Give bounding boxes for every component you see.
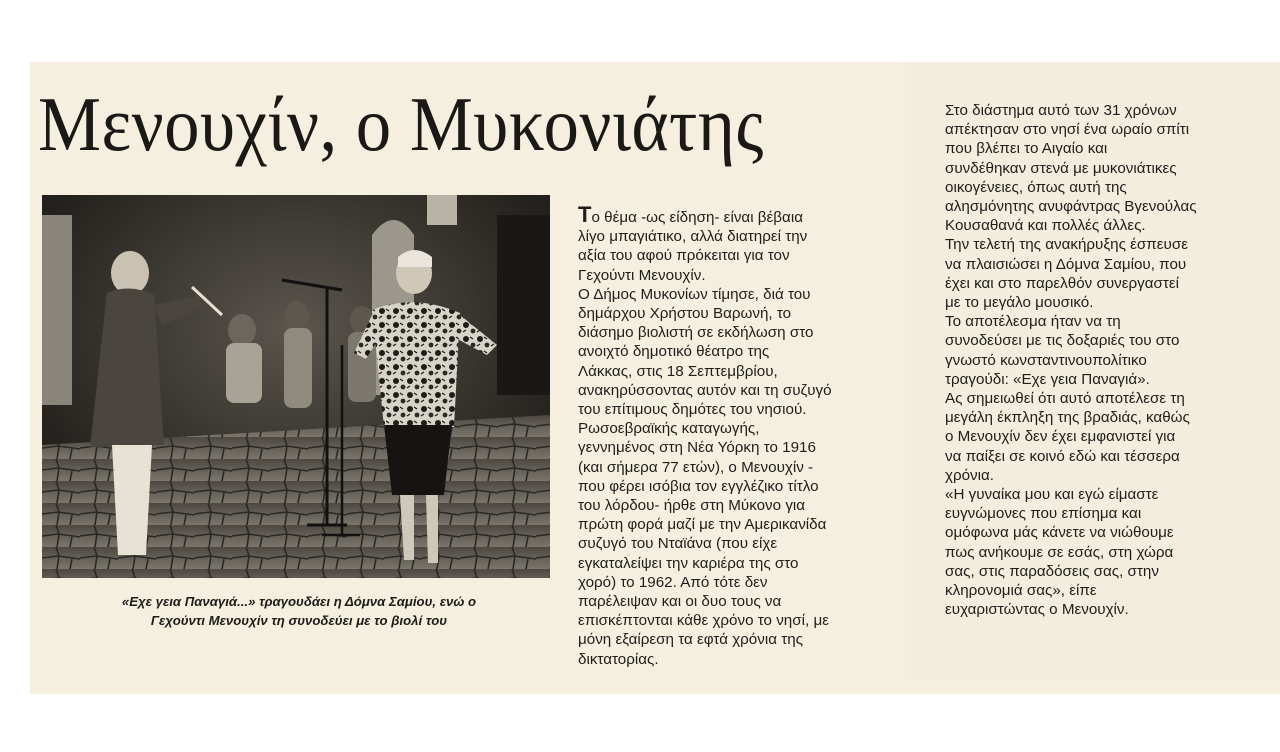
- article-line: ομόφωνα μάς κάνετε να νιώθουμε: [945, 524, 1174, 542]
- caption-line: «Εχε γεια Παναγιά...» τραγουδάει η Δόμνα Σαμίου, ενώ ο: [121, 594, 477, 609]
- photo-caption: [34, 592, 564, 630]
- article-line: διάσημο βιολιστή σε εκδήλωση στο: [578, 324, 814, 342]
- article-line: σας, στις παραδόσεις σας, στην: [945, 562, 1159, 580]
- article-line: πρώτη φορά μαζί με την Αμερικανίδα: [578, 516, 827, 534]
- article-line: (και σήμερα 77 ετών), ο Μενουχίν -: [578, 458, 814, 476]
- article-line: επισκέπτονται κάθε χρόνο το νησί, με: [578, 612, 829, 630]
- photo-icon: [42, 195, 550, 578]
- article-line: κληρονομιά σας», είπε: [945, 582, 1097, 600]
- article-line: Ας σημειωθεί ότι αυτό αποτέλεσε τη: [945, 390, 1185, 408]
- article-line: του λόρδου- ήρθε στη Μύκονο για: [578, 497, 806, 515]
- article-line: του επίτιμους δημότες του νησιού.: [578, 401, 807, 419]
- article-line: χορό) το 1962. Από τότε δεν: [578, 573, 768, 591]
- article-line: Το αποτέλεσμα ήταν να τη: [945, 313, 1121, 331]
- article-line: χρόνια.: [945, 466, 995, 484]
- article-line: με το μεγάλο μουσικό.: [945, 294, 1094, 312]
- article-line: αξία του αφού πρόκειται για τον: [578, 247, 790, 265]
- article-line: να πλαισιώσει η Δόμνα Σαμίου, που: [945, 255, 1187, 273]
- article-line-text: ο θέμα -ως είδηση- είναι βέβαια: [591, 209, 803, 226]
- article-line: [578, 202, 832, 227]
- article-line: γεννημένος στη Νέα Υόρκη το 1916: [578, 439, 816, 457]
- article-line: που βλέπει το Αιγαίο και: [945, 140, 1108, 158]
- article-line: Την τελετή της ανακήρυξης έσπευσε: [945, 236, 1188, 254]
- article-line: έχει και στο παρελθόν συνεργαστεί: [945, 274, 1180, 292]
- drop-cap: Τ: [578, 202, 592, 227]
- article-line: ο Μενουχίν δεν έχει εμφανιστεί για: [945, 428, 1176, 446]
- article-line: τραγούδι: «Εχε γεια Παναγιά».: [945, 370, 1150, 388]
- caption-line: Γεχούντι Μενουχίν τη συνοδεύει με το βιολί του: [150, 613, 448, 628]
- article-line: «Η γυναίκα μου και εγώ είμαστε: [945, 486, 1159, 504]
- article-line: γνωστό κωνσταντινουπολίτικο: [945, 351, 1147, 369]
- article-line: να παίξει σε κοινό εδώ και τέσσερα: [945, 447, 1180, 465]
- article-line: ευγνώμονες που επίσημα και: [945, 505, 1142, 523]
- article-line: συνοδεύσει με τις δοξαριές του στο: [945, 332, 1180, 350]
- article-line: ανοιχτό δημοτικό θέατρο της: [578, 343, 770, 361]
- article-photo: [42, 195, 550, 578]
- article-line: δημάρχου Χρήστου Βαρωνή, το: [578, 305, 792, 323]
- article-line: πως ανήκουμε σε εσάς, στη χώρα: [945, 543, 1174, 561]
- article-column-1: [578, 202, 832, 669]
- article-line: αλησμόνητης ανυφάντρας Βγενούλας: [945, 198, 1197, 216]
- article-line: λίγο μπαγιάτικο, αλλά διατηρεί την: [578, 228, 808, 246]
- article-column-2: [945, 101, 1197, 619]
- article-line: Γεχούντι Μενουχίν.: [578, 266, 706, 284]
- article-line: Ρωσοεβραϊκής καταγωγής,: [578, 420, 760, 438]
- article-line: οικογένειες, όπως αυτή της: [945, 178, 1127, 196]
- article-line: ανακηρύσσοντας αυτόν και τη συζυγό: [578, 381, 832, 399]
- article-line: Στο διάστημα αυτό των 31 χρόνων: [945, 102, 1177, 119]
- article-headline: Μενουχίν, ο Μυκονιάτης: [38, 81, 764, 167]
- article-line: Λάκκας, στις 18 Σεπτεμβρίου,: [578, 362, 778, 380]
- article-line: συνδέθηκαν στενά με μυκονιάτικες: [945, 159, 1177, 177]
- article-line: που φέρει ισόβια τον εγγλέζικο τίτλο: [578, 477, 819, 495]
- article-line: μεγάλη έκπληξη της βραδιάς, καθώς: [945, 409, 1190, 427]
- article-line: Ο Δήμος Μυκονίων τίμησε, διά του: [578, 285, 811, 303]
- article-line: συζυγό του Νταϊάνα (που είχε: [578, 535, 778, 553]
- article-line: ευχαριστώντας ο Μενουχίν.: [945, 601, 1129, 619]
- article-line: δικτατορίας.: [578, 650, 659, 668]
- article-line: μόνη εξαίρεση τα εφτά χρόνια της: [578, 631, 803, 649]
- article-line: παρέλειψαν και οι δυο τους να: [578, 593, 782, 611]
- article-line: απέκτησαν στο νησί ένα ωραίο σπίτι: [945, 121, 1190, 139]
- article-line: εγκαταλείψει την καριέρα της στο: [578, 554, 799, 572]
- article-line: Κουσαθανά και πολλές άλλες.: [945, 217, 1146, 235]
